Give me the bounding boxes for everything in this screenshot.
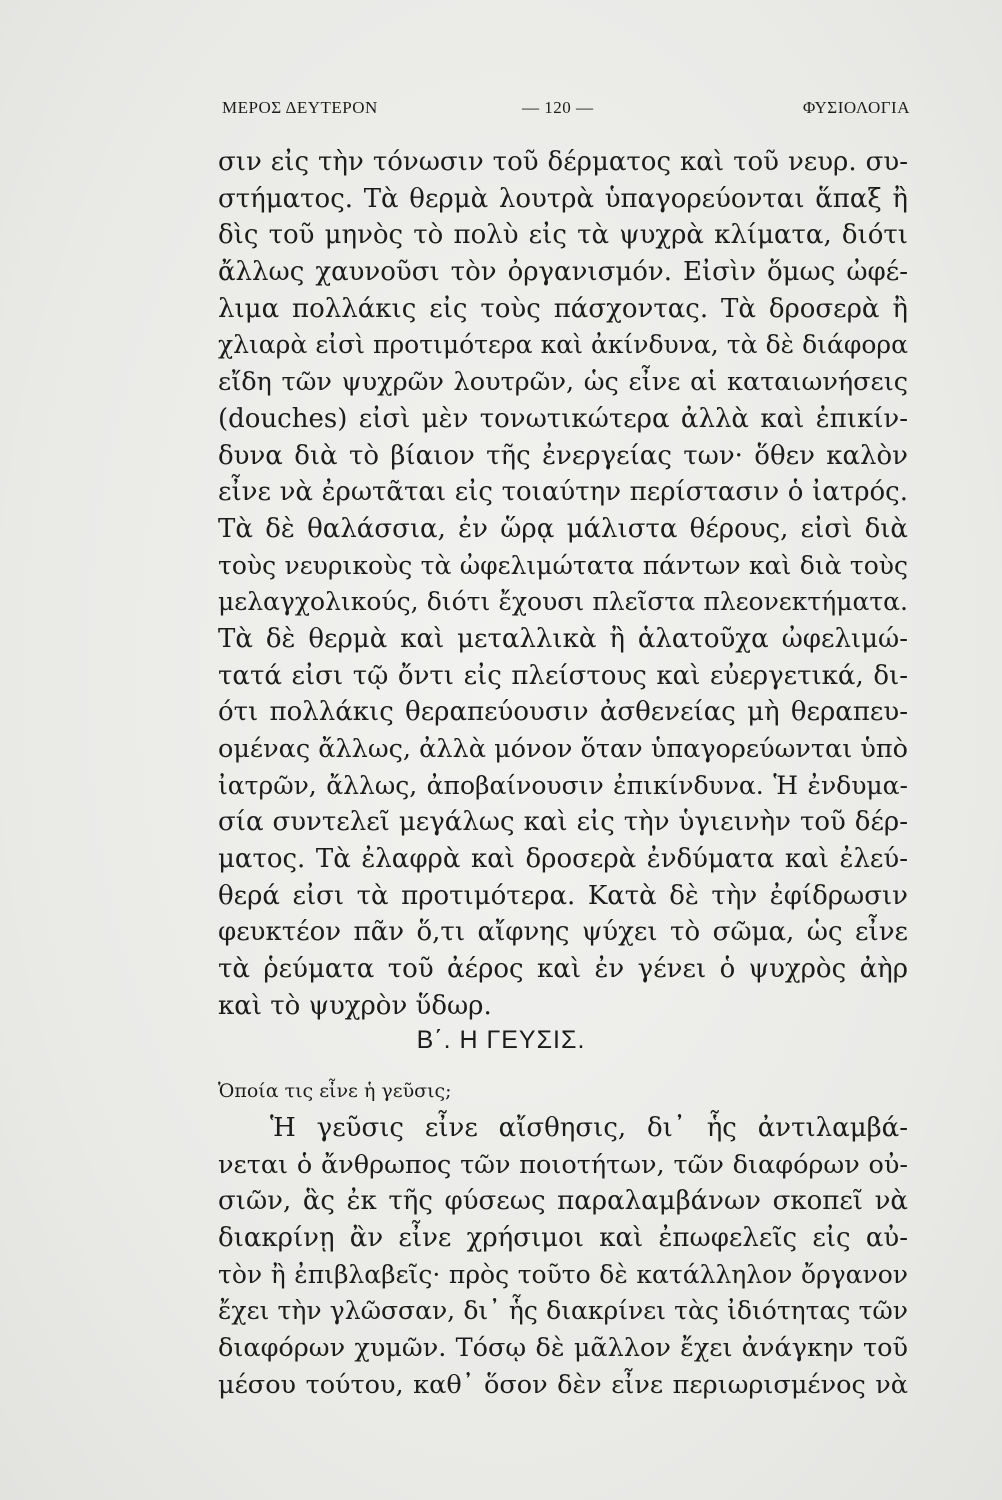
text-line: σιν εἰς τὴν τόνωσιν τοῦ δέρματος καὶ τοῦ νευρ. συ- — [218, 147, 908, 177]
text-line: Ἡ γεῦσις εἶνε αἴσθησις, δι᾽ ἧς ἀντιλαμβά- — [270, 1113, 908, 1143]
text-line: νεται ὁ ἄνθρωπος τῶν ποιοτήτων, τῶν διαφόρων οὐ- — [218, 1149, 908, 1180]
text-line: ότι πολλάκις θεραπεύουσιν ἀσθενείας μὴ θεραπευ- — [218, 697, 908, 728]
page-number: — 120 — — [522, 98, 594, 117]
text-line: τατά εἰσι τῷ ὄντι εἰς πλείστους καὶ εὐεργετικά, δι- — [218, 660, 908, 691]
paragraph-baths-and-clothing — [218, 144, 908, 1025]
text-line: σία συντελεῖ μεγάλως καὶ εἰς τὴν ὑγιεινὴν τοῦ δέρ- — [218, 807, 908, 838]
text-line: μέσου τούτου, καθ᾽ ὅσον δὲν εἶνε περιωρισμένος νὰ — [218, 1369, 908, 1400]
section-question: Ὁποία τις εἶνε ἡ γεῦσις; — [218, 1080, 452, 1102]
text-line: (douches) εἰσὶ μὲν τονωτικώτερα ἀλλὰ καὶ ἐπικίν- — [218, 403, 908, 434]
text-line: θερά εἰσι τὰ προτιμότερα. Κατὰ δὲ τὴν ἐφίδρωσιν — [218, 880, 908, 911]
text-line: ἰατρῶν, ἄλλως, ἀποβαίνουσιν ἐπικίνδυνα. Ἡ ἐνδυμα- — [218, 770, 908, 800]
text-line: τοὺς νευρικοὺς τὰ ὠφελιμώτατα πάντων καὶ διὰ τοὺς — [218, 550, 908, 580]
text-line: φευκτέον πᾶν ὅ,τι αἴφνης ψύχει τὸ σῶμα, ὡς εἶνε — [218, 917, 908, 948]
text-line: διακρίνῃ ἂν εἶνε χρήσιμοι καὶ ἐπωφελεῖς εἰς αὐ- — [218, 1223, 908, 1254]
text-line: στήματος. Τὰ θερμὰ λουτρὰ ὑπαγορεύονται ἅπαξ ἢ — [218, 183, 908, 214]
text-line: ἄλλως χαυνοῦσι τὸν ὀργανισμόν. Εἰσὶν ὅμως ὠφέ- — [218, 257, 908, 288]
text-line: δὶς τοῦ μηνὸς τὸ πολὺ εἰς τὰ ψυχρὰ κλίματα, διότι — [218, 220, 908, 251]
text-line: εἴδη τῶν ψυχρῶν λουτρῶν, ὡς εἶνε αἱ καταιωνήσεις — [218, 367, 908, 398]
paragraph-taste — [218, 1110, 908, 1404]
text-line: ομένας ἄλλως, ἀλλὰ μόνον ὅταν ὑπαγορεύωνται ὑπὸ — [218, 734, 908, 764]
text-line: Τὰ δὲ θαλάσσια, ἐν ὥρᾳ μάλιστα θέρους, εἰσὶ διὰ — [218, 513, 908, 544]
text-line: σιῶν, ἃς ἐκ τῆς φύσεως παραλαμβάνων σκοπεῖ νὰ — [218, 1186, 908, 1217]
text-line: μελαγχολικούς, διότι ἔχουσι πλεῖστα πλεονεκτήματα. — [218, 587, 908, 617]
text-line: τὰ ῥεύματα τοῦ ἀέρος καὶ ἐν γένει ὁ ψυχρὸς ἀὴρ — [218, 954, 908, 985]
text-line: διαφόρων χυμῶν. Τόσῳ δὲ μᾶλλον ἔχει ἀνάγκην τοῦ — [218, 1333, 908, 1364]
text-line: χλιαρὰ εἰσὶ προτιμότερα καὶ ἀκίνδυνα, τὰ δὲ διάφορα — [218, 330, 908, 360]
header-book-title: ΦΥΣΙΟΛΟΓΙΑ — [802, 98, 910, 117]
text-line: ματος. Τὰ ἐλαφρὰ καὶ δροσερὰ ἐνδύματα καὶ ἐλεύ- — [218, 844, 908, 875]
text-line: δυνα διὰ τὸ βίαιον τῆς ἐνεργείας των· ὅθεν καλὸν — [218, 440, 908, 471]
text-line: Τὰ δὲ θερμὰ καὶ μεταλλικὰ ἢ ἁλατοῦχα ὠφελιμώ- — [218, 623, 908, 654]
text-line: εἶνε νὰ ἐρωτᾶται εἰς τοιαύτην περίστασιν ὁ ἰατρός. — [218, 477, 908, 508]
text-line: τὸν ἢ ἐπιβλαβεῖς· πρὸς τοῦτο δὲ κατάλληλον ὄργανον — [218, 1259, 908, 1289]
section-heading: Β΄. Η ΓΕΥΣΙΣ. — [416, 1026, 586, 1054]
running-header — [222, 98, 910, 128]
header-part-title: ΜΕΡΟΣ ΔΕΥΤΕΡΟΝ — [222, 98, 378, 117]
text-line: ἔχει τὴν γλῶσσαν, δι᾽ ἧς διακρίνει τὰς ἰδιότητας τῶν — [218, 1296, 908, 1326]
text-line: καὶ τὸ ψυχρὸν ὕδωρ. — [218, 990, 492, 1021]
text-line: λιμα πολλάκις εἰς τοὺς πάσχοντας. Τὰ δροσερὰ ἢ — [218, 293, 908, 324]
